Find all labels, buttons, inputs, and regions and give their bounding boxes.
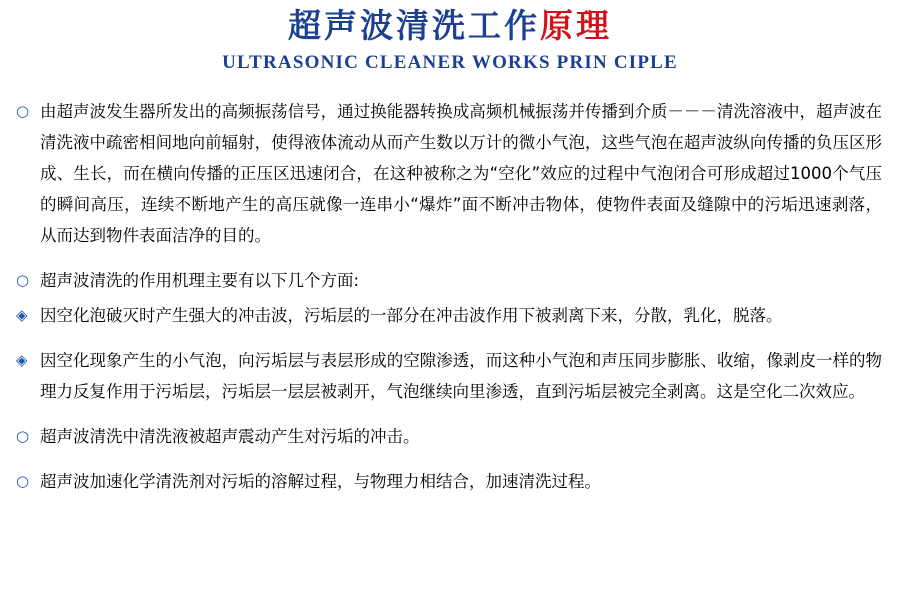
bullet-icon: ○ — [16, 472, 30, 490]
paragraph-text: 超声波清洗中清洗液被超声震动产生对污垢的冲击。 — [40, 427, 420, 446]
paragraph-text: 由超声波发生器所发出的高频振荡信号，通过换能器转换成高频机械振荡并传播到介质－－－清洗溶液中，超声波在清洗液中疏密相间地向前辐射，使得液体流动从而产生数以万计的微小气泡，这些气泡在超声波纵向传播的负压区形成、生长，而在横向传播的正压区迅速闭合，在这种被称之为“空化”效应的过程中气泡闭合可形成超过1000个气压的瞬间高压，连续不断地产生的高压就像一连串小“爆炸”面不断冲击物体，使物件表面及缝隙中的污垢迅速剥落，从而达到物件表面洁净的目的。 — [40, 102, 882, 245]
page-title-cn-part1: 超声波清洗工作 — [288, 6, 540, 45]
paragraph-text: 因空化泡破灭时产生强大的冲击波，污垢层的一部分在冲击波作用下被剥离下来，分散，乳化，脱落。 — [40, 306, 783, 325]
paragraph-5 — [14, 421, 882, 452]
page-title-en: ULTRASONIC CLEANER WORKS PRIN CIPLE — [222, 52, 678, 73]
paragraph-text: 因空化现象产生的小气泡，向污垢层与表层形成的空隙渗透，而这种小气泡和声压同步膨胀、收缩，像剥皮一样的物理力反复作用于污垢层，污垢层一层层被剥开，气泡继续向里渗透，直到污垢层被完全剥离。这是空化二次效应。 — [40, 351, 882, 401]
paragraph-4 — [14, 345, 882, 407]
paragraph-1 — [14, 96, 882, 251]
page-title-cn-part2: 原理 — [540, 6, 612, 45]
bullet-icon: ○ — [16, 102, 30, 120]
bullet-icon: ○ — [16, 427, 30, 445]
page-header — [0, 0, 900, 74]
circled-arrow-icon: ◈ — [16, 351, 28, 369]
document-content — [0, 96, 900, 497]
paragraph-6 — [14, 466, 882, 497]
page-title-cn — [0, 6, 900, 46]
bullet-icon: ○ — [16, 271, 30, 289]
circled-arrow-icon: ◈ — [16, 306, 28, 324]
paragraph-3 — [14, 300, 882, 331]
paragraph-text: 超声波清洗的作用机理主要有以下几个方面: — [40, 271, 360, 290]
paragraph-text: 超声波加速化学清洗剂对污垢的溶解过程，与物理力相结合，加速清洗过程。 — [40, 472, 601, 491]
paragraph-2 — [14, 265, 882, 296]
